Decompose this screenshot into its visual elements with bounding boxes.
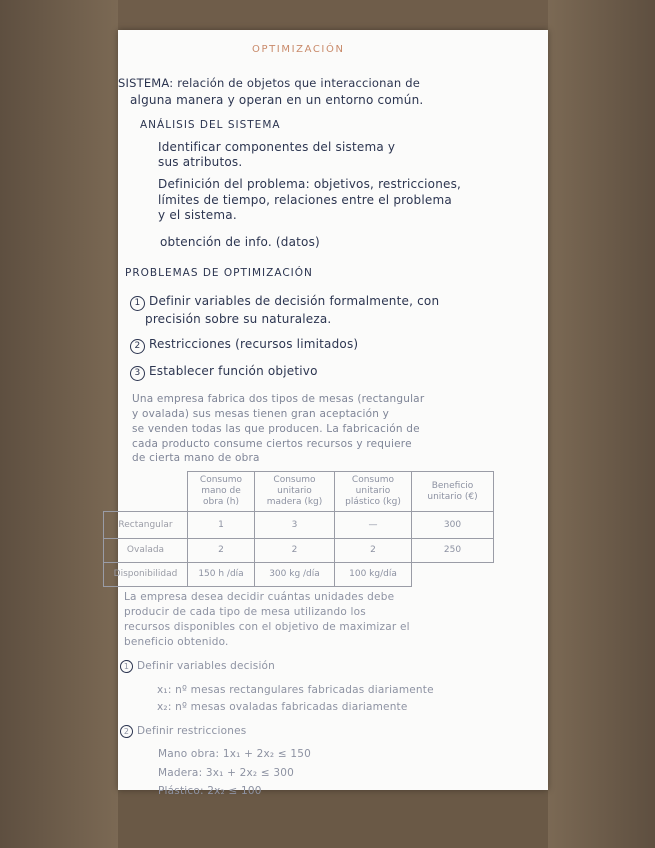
step-3 <box>130 364 318 381</box>
paso-number: 2 <box>120 725 133 738</box>
table-cell: 250 <box>412 539 494 563</box>
table-cell: 2 <box>335 539 412 563</box>
table-header-row <box>104 472 494 512</box>
step-number: 3 <box>130 366 145 381</box>
enunciado-line-2: y ovalada) sus mesas tienen gran aceptación y <box>132 408 390 420</box>
step-2-text: Restricciones (recursos limitados) <box>149 337 359 351</box>
table-cell: 100 kg/día <box>335 563 412 587</box>
restriccion-mano-obra: Mano obra: 1x₁ + 2x₂ ≤ 150 <box>158 748 312 760</box>
enunciado-line-5: de cierta mano de obra <box>132 452 260 464</box>
variable-x1: x₁: nº mesas rectangulares fabricadas diariamente <box>157 684 434 696</box>
background-right <box>548 0 655 848</box>
header-line: mano de <box>201 486 241 496</box>
analisis-item-1-line-1: Identificar componentes del sistema y <box>158 140 396 154</box>
row-label: Ovalada <box>104 539 188 563</box>
decision-line-1: La empresa desea decidir cuántas unidades debe <box>124 591 395 603</box>
analisis-item-1-line-2: sus atributos. <box>158 155 243 169</box>
background-bottom <box>118 790 548 848</box>
step-1-line-1: Definir variables de decisión formalmente, con <box>149 294 440 308</box>
data-table <box>103 471 494 587</box>
enunciado-line-4: cada producto consume ciertos recursos y requiere <box>132 438 412 450</box>
table-row <box>104 539 494 563</box>
header-madera <box>255 472 335 512</box>
enunciado-line-1: Una empresa fabrica dos tipos de mesas (rectangular <box>132 393 425 405</box>
variable-x2: x₂: nº mesas ovaladas fabricadas diariamente <box>157 701 408 713</box>
row-label: Rectangular <box>104 512 188 539</box>
paso-2-heading: Definir restricciones <box>137 725 247 737</box>
header-line: Consumo <box>351 475 395 485</box>
paso-1-heading-row <box>120 660 275 673</box>
background-top <box>118 0 548 30</box>
header-line: Consumo <box>273 475 316 485</box>
sistema-line-1: SISTEMA: relación de objetos que interaccionan de <box>118 76 421 90</box>
step-3-text: Establecer función objetivo <box>149 364 318 378</box>
step-2 <box>130 337 358 354</box>
table-cell: 2 <box>255 539 335 563</box>
step-number: 2 <box>130 339 145 354</box>
step-number: 1 <box>130 296 145 311</box>
decision-line-3: recursos disponibles con el objetivo de maximizar el <box>124 621 410 633</box>
analisis-item-2-line-3: y el sistema. <box>158 208 237 222</box>
analisis-item-2-line-2: límites de tiempo, relaciones entre el problema <box>158 193 452 207</box>
table-cell: 300 kg /día <box>255 563 335 587</box>
table-corner <box>104 472 188 512</box>
analisis-heading: ANÁLISIS DEL SISTEMA <box>140 119 281 131</box>
analisis-item-3: obtención de info. (datos) <box>160 235 320 249</box>
enunciado-line-3: se venden todas las que producen. La fabricación de <box>132 423 420 435</box>
problemas-heading: PROBLEMAS DE OPTIMIZACIÓN <box>125 267 313 279</box>
step-1 <box>130 294 439 311</box>
step-1-line-2: precisión sobre su naturaleza. <box>145 312 332 326</box>
table-cell: 2 <box>188 539 255 563</box>
paso-number: 1 <box>120 660 133 673</box>
paso-1-heading: Definir variables decisión <box>137 660 276 672</box>
row-label: Disponibilidad <box>104 563 188 587</box>
table-row <box>104 512 494 539</box>
table-cell <box>412 563 494 587</box>
table-cell: — <box>335 512 412 539</box>
sistema-line-2: alguna manera y operan en un entorno común. <box>130 93 424 107</box>
header-line: madera (kg) <box>266 497 323 507</box>
restriccion-plastico: Plástico: 2x₂ ≤ 100 <box>158 785 262 797</box>
page-title: OPTIMIZACIÓN <box>252 44 345 55</box>
header-line: plástico (kg) <box>345 497 401 507</box>
paso-2-heading-row <box>120 725 246 738</box>
table-cell: 150 h /día <box>188 563 255 587</box>
decision-line-4: beneficio obtenido. <box>124 636 229 648</box>
table-row <box>104 563 494 587</box>
header-line: Consumo <box>199 475 243 485</box>
header-line: obra (h) <box>202 497 240 507</box>
table-cell: 300 <box>412 512 494 539</box>
header-beneficio <box>412 472 494 512</box>
table-cell: 1 <box>188 512 255 539</box>
header-line: unitario (€) <box>427 491 478 502</box>
analisis-item-2-line-1: Definición del problema: objetivos, restricciones, <box>158 177 462 191</box>
header-line: Beneficio <box>431 480 474 491</box>
background-left <box>0 0 118 848</box>
header-mano-obra <box>188 472 255 512</box>
header-line: unitario <box>277 486 312 496</box>
decision-line-2: producir de cada tipo de mesa utilizando los <box>124 606 366 618</box>
restriccion-madera: Madera: 3x₁ + 2x₂ ≤ 300 <box>158 767 295 779</box>
header-line: unitario <box>355 486 391 496</box>
table-cell: 3 <box>255 512 335 539</box>
header-plastico <box>335 472 412 512</box>
